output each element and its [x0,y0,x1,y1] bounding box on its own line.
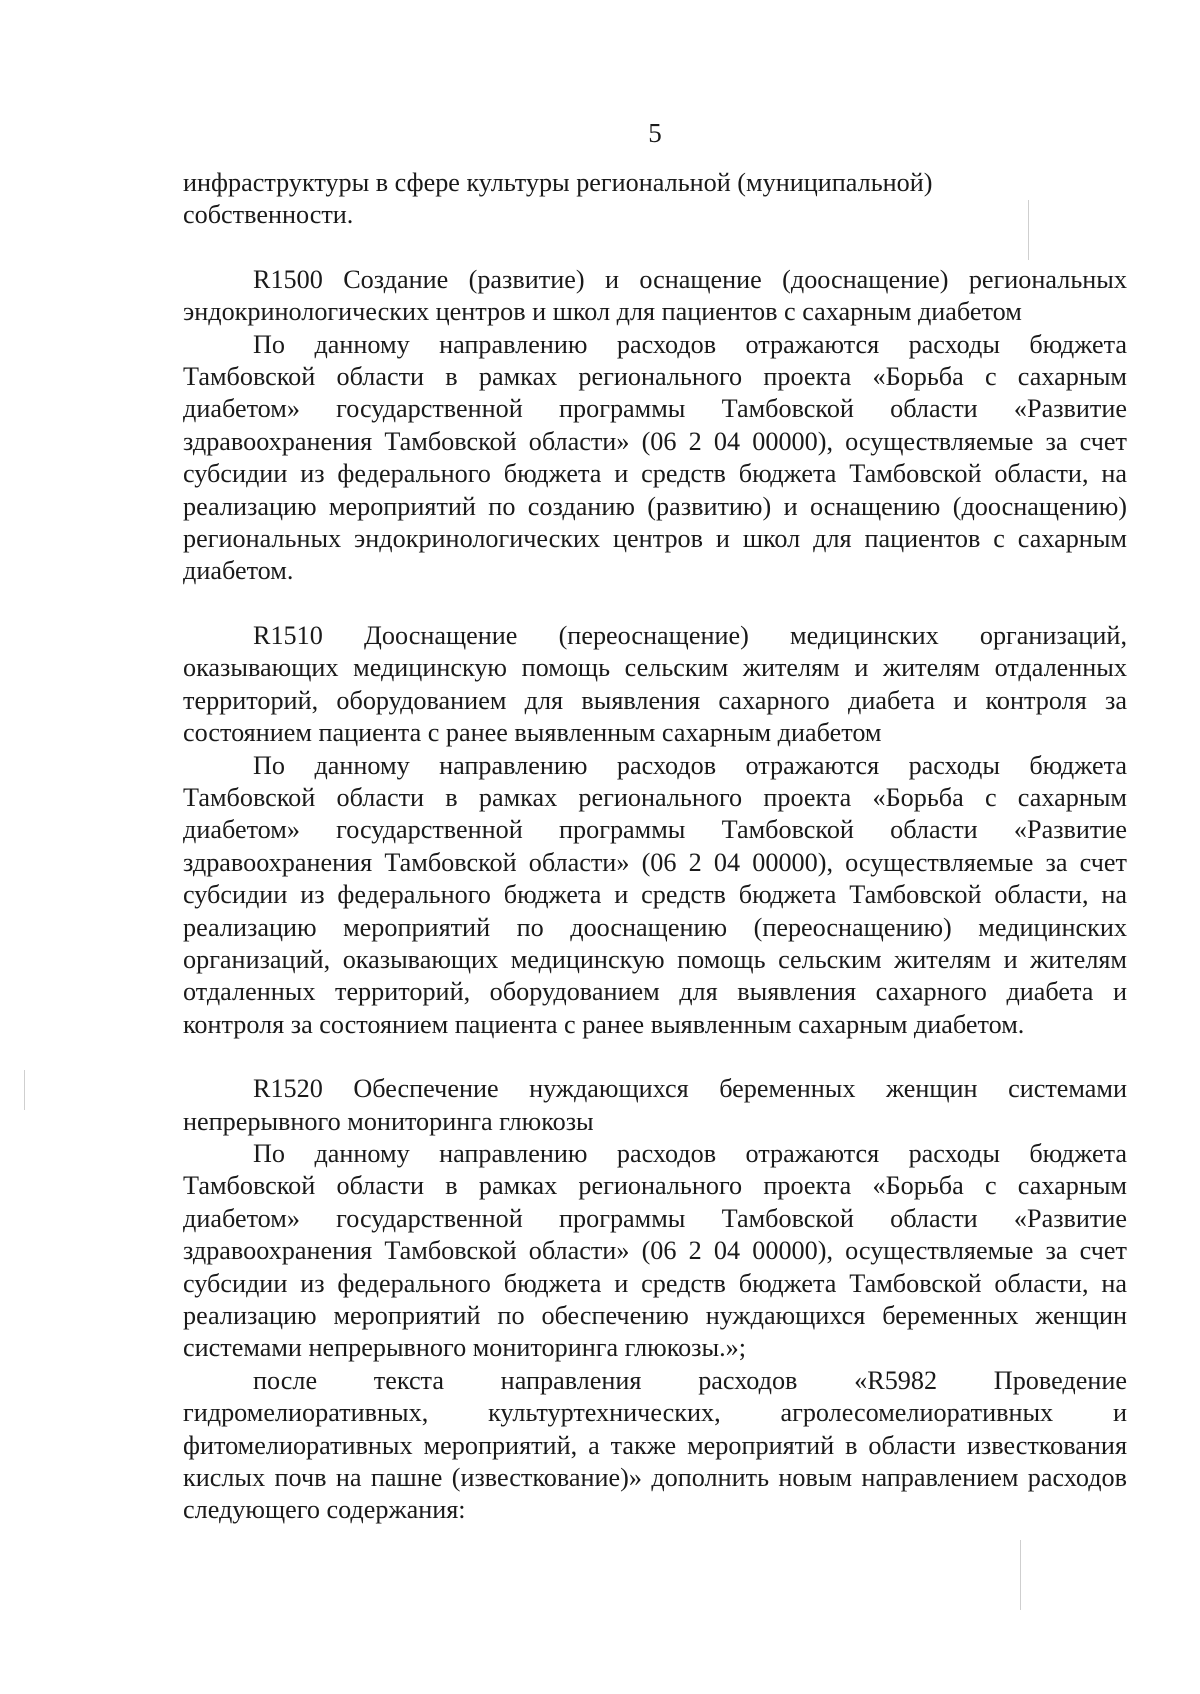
r1500-heading: R1500 Создание (развитие) и оснащение (дооснащение) региональных эндокринологических центров и школ для пациентов с сахарным диабетом [183,264,1127,327]
scan-artifact [1028,200,1029,260]
r1520-heading: R1520 Обеспечение нуждающихся беременных женщин системами непрерывного мониторинга глюкозы [183,1074,1127,1136]
closing-paragraph: после текста направления расходов «R5982 Проведение гидромелиоративных, культуртехнических, агролесомелиоративных и фитомелиоративных мероприятий, а также мероприятий в области известкования кислых почв на пашне (известкование)» дополнить новым направлением расходов следующего содержания: [183,1365,1127,1525]
document-body [183,167,1127,1527]
r1510-heading: R1510 Дооснащение (переоснащение) медицинских организаций, оказывающих медицинскую помощь сельским жителям и жителям отдаленных территорий, оборудованием для выявления сахарного диабета и контроля за состоянием пациента с ранее выявленным сахарным диабетом [183,620,1127,748]
r1520-body: По данному направлению расходов отражаются расходы бюджета Тамбовской области в рамках регионального проекта «Борьба с сахарным диабетом» государственной программы Тамбовской области «Развитие здравоохранения Тамбовской области» (06 2 04 00000), осуществляемые за счет субсидии из федерального бюджета и средств бюджета Тамбовской области, на реализацию мероприятий по обеспечению нуждающихся беременных женщин системами непрерывного мониторинга глюкозы.»; [183,1138,1127,1363]
scan-artifact [24,1070,25,1110]
r1510-body: По данному направлению расходов отражаются расходы бюджета Тамбовской области в рамках регионального проекта «Борьба с сахарным диабетом» государственной программы Тамбовской области «Развитие здравоохранения Тамбовской области» (06 2 04 00000), осуществляемые за счет субсидии из федерального бюджета и средств бюджета Тамбовской области, на реализацию мероприятий по дооснащению (переоснащению) медицинских организаций, оказывающих медицинскую помощь сельским жителям и жителям отдаленных территорий, оборудованием для выявления сахарного диабета и контроля за состоянием пациента с ранее выявленным сахарным диабетом. [183,750,1127,1039]
page-number: 5 [648,118,662,148]
intro-line-2: собственности. [183,200,354,230]
intro-line-1: инфраструктуры в сфере культуры региональной (муниципальной) [183,168,933,197]
r1500-body: По данному направлению расходов отражаются расходы бюджета Тамбовской области в рамках регионального проекта «Борьба с сахарным диабетом» государственной программы Тамбовской области «Развитие здравоохранения Тамбовской области» (06 2 04 00000), осуществляемые за счет субсидии из федерального бюджета и средств бюджета Тамбовской области, на реализацию мероприятий по созданию (развитию) и оснащению (дооснащению) региональных эндокринологических центров и школ для пациентов с сахарным диабетом. [183,329,1127,586]
scan-artifact [1020,1540,1021,1610]
